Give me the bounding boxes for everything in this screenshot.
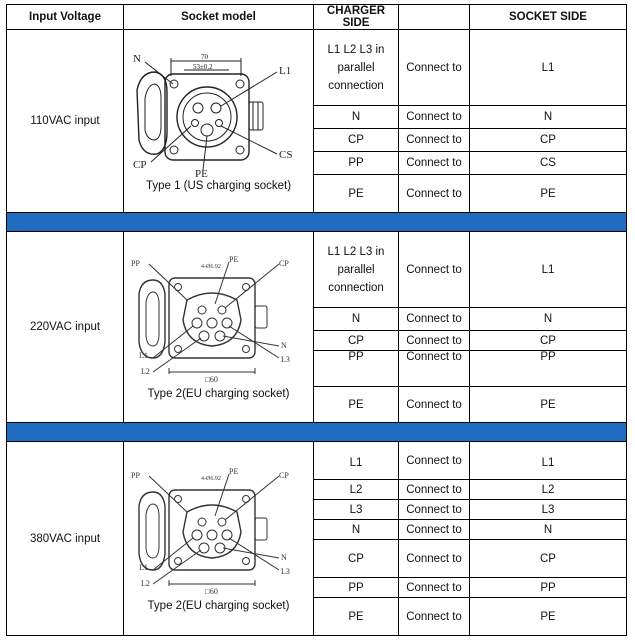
type2-caption-380: Type 2(EU charging socket) [147, 599, 290, 612]
charger-cell: PP [314, 578, 399, 598]
label-dim-top: 70 [200, 53, 208, 61]
connect-cell: Connect to [399, 480, 470, 500]
label-pe: PE [194, 168, 208, 178]
charger-cell: N [314, 106, 399, 129]
charger-cell: PP [314, 152, 399, 175]
connect-cell: Connect to [399, 578, 470, 598]
connect-cell: Connect to [399, 351, 470, 387]
socket-cell: L1 [470, 30, 627, 106]
type2-socket-drawing [129, 254, 309, 386]
header-socket-side: SOCKET SIDE [470, 5, 627, 30]
connect-cell: Connect to [399, 520, 470, 540]
connect-cell: Connect to [399, 598, 470, 636]
socket-cell: L1 [470, 232, 627, 308]
header-row [7, 5, 627, 30]
label-hole: 4-Ø6.92 [200, 264, 221, 270]
charger-cell: CP [314, 129, 399, 152]
section-separator [7, 423, 627, 442]
header-charger-side: CHARGER SIDE [314, 5, 399, 30]
charger-cell: N [314, 308, 399, 331]
socket-cell: PE [470, 175, 627, 213]
connect-cell: Connect to [399, 232, 470, 308]
socket-cell: PE [470, 598, 627, 636]
socket-cell: PE [470, 387, 627, 423]
charger-cell: PE [314, 387, 399, 423]
charger-cell: L1 [314, 442, 399, 480]
connect-cell: Connect to [399, 152, 470, 175]
socket-cell: N [470, 520, 627, 540]
charger-cell: CP [314, 540, 399, 578]
label-l1: L1 [138, 351, 148, 360]
socket-cell: L2 [470, 480, 627, 500]
charger-cell: PE [314, 175, 399, 213]
charger-cell: L2 [314, 480, 399, 500]
label-pe: PE [228, 466, 238, 476]
socket-cell: CP [470, 129, 627, 152]
connect-cell: Connect to [399, 331, 470, 351]
charger-cell: N [314, 520, 399, 540]
socket-cell: CP [470, 331, 627, 351]
label-dim: □60 [204, 375, 218, 384]
socket-cell: L3 [470, 500, 627, 520]
socket-model-type1 [124, 30, 314, 213]
label-pp: PP [130, 259, 140, 268]
label-l3: L3 [280, 566, 290, 576]
charger-cell: PE [314, 598, 399, 636]
header-connect [399, 5, 470, 30]
socket-cell: N [470, 308, 627, 331]
socket-cell: PP [470, 578, 627, 598]
label-l1: L1 [278, 65, 291, 77]
connect-cell: Connect to [399, 540, 470, 578]
socket-model-type2-220 [124, 232, 314, 423]
connect-cell: Connect to [399, 500, 470, 520]
type1-socket-drawing [129, 50, 309, 178]
connect-cell: Connect to [399, 129, 470, 152]
label-l2: L2 [140, 367, 150, 376]
type1-caption: Type 1 (US charging socket) [145, 180, 292, 192]
label-dim: □60 [204, 586, 218, 596]
label-pp: PP [130, 470, 140, 480]
label-dim-mid: 53±0.2 [192, 63, 213, 71]
voltage-cell-110: 110VAC input [7, 30, 124, 213]
label-pe: PE [228, 255, 238, 264]
table-row [7, 442, 627, 480]
socket-cell: PP [470, 351, 627, 387]
table-row [7, 232, 627, 308]
label-cs: CS [278, 149, 292, 161]
label-l3: L3 [280, 355, 290, 364]
header-input-voltage: Input Voltage [7, 5, 124, 30]
connect-cell: Connect to [399, 308, 470, 331]
charger-cell: CP [314, 331, 399, 351]
section-separator [7, 213, 627, 232]
voltage-cell-220: 220VAC input [7, 232, 124, 423]
header-socket-model: Socket model [124, 5, 314, 30]
label-l2: L2 [140, 578, 150, 588]
connect-cell: Connect to [399, 106, 470, 129]
label-cp: CP [278, 470, 289, 480]
label-l1: L1 [138, 562, 148, 572]
type2-socket-drawing-380 [129, 466, 309, 598]
socket-model-type2-380 [124, 442, 314, 636]
socket-cell: L1 [470, 442, 627, 480]
label-n: N [280, 552, 287, 562]
connect-cell: Connect to [399, 175, 470, 213]
type2-caption: Type 2(EU charging socket) [147, 388, 290, 400]
label-cp: CP [132, 159, 146, 171]
charger-cell: L1 L2 L3 in parallel connection [314, 232, 399, 308]
voltage-cell-380: 380VAC input [7, 442, 124, 636]
socket-cell: N [470, 106, 627, 129]
connect-cell: Connect to [399, 30, 470, 106]
connect-cell: Connect to [399, 387, 470, 423]
label-n: N [132, 53, 141, 65]
label-n: N [280, 341, 287, 350]
label-cp: CP [278, 259, 289, 268]
socket-cell: CS [470, 152, 627, 175]
wiring-table [6, 4, 627, 636]
table-row [7, 30, 627, 106]
connect-cell: Connect to [399, 442, 470, 480]
charger-cell: L3 [314, 500, 399, 520]
charger-cell: L1 L2 L3 in parallel connection [314, 30, 399, 106]
socket-cell: CP [470, 540, 627, 578]
charger-cell: PP [314, 351, 399, 387]
label-hole: 4-Ø6.92 [200, 475, 221, 482]
